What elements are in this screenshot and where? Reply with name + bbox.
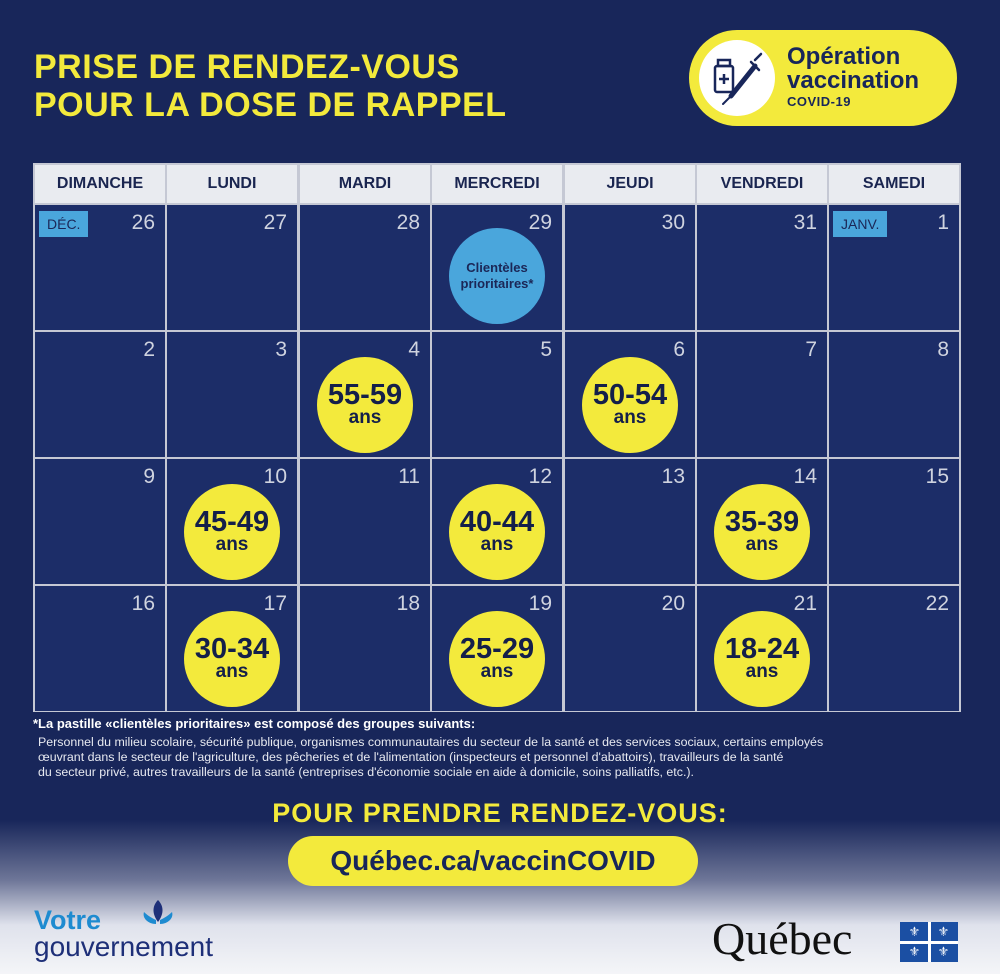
calendar-day-cell: [167, 205, 297, 330]
age-unit: ans: [745, 661, 779, 682]
badge-line-1: Opération: [787, 43, 901, 70]
age-group-badge: [317, 357, 413, 453]
day-header-wed: MERCREDI: [432, 165, 562, 203]
day-number: 6: [673, 338, 685, 361]
day-number: 22: [925, 592, 949, 615]
age-group-badge: [184, 611, 280, 707]
calendar-day-cell: [300, 332, 430, 457]
calendar-day-cell: [432, 332, 562, 457]
day-number: 2: [143, 338, 155, 361]
day-number: 10: [263, 465, 287, 488]
age-unit: ans: [745, 534, 779, 555]
day-header-fri: VENDREDI: [697, 165, 827, 203]
vaccination-badge: [689, 30, 957, 126]
calendar-day-cell: [565, 586, 695, 711]
day-header-sat: SAMEDI: [829, 165, 959, 203]
day-header-sun: DIMANCHE: [35, 165, 165, 203]
title-line-1: PRISE DE RENDEZ-VOUS: [34, 48, 460, 86]
day-number: 19: [528, 592, 552, 615]
calendar-day-cell: [167, 332, 297, 457]
fleur-de-lis-icon: [138, 898, 178, 932]
calendar-grid: [33, 163, 961, 712]
age-range: 55-59: [327, 379, 403, 411]
age-unit: ans: [480, 661, 514, 682]
page-title: [34, 48, 507, 124]
day-number: 28: [396, 211, 420, 234]
age-unit: ans: [480, 534, 514, 555]
day-number: 1: [937, 211, 949, 234]
calendar-day-cell: [167, 459, 297, 584]
day-number: 15: [925, 465, 949, 488]
day-header-tue: MARDI: [300, 165, 430, 203]
age-unit: ans: [215, 661, 249, 682]
day-number: 9: [143, 465, 155, 488]
day-number: 11: [398, 465, 420, 488]
note-body: [38, 735, 968, 780]
day-number: 21: [793, 592, 817, 615]
day-number: 16: [131, 592, 155, 615]
day-number: 8: [937, 338, 949, 361]
calendar-day-cell: [697, 459, 827, 584]
badge-line-3: COVID-19: [787, 94, 851, 109]
note-line-1: Personnel du milieu scolaire, sécurité publique, organismes communautaires du secteur de la santé et des services sociaux, certains employés: [38, 735, 824, 749]
calendar-day-cell: [35, 332, 165, 457]
calendar-day-cell: [565, 205, 695, 330]
note-line-3: du secteur privé, autres travailleurs de la santé (entreprises d'économie sociale en aide à domicile, soins palliatifs, etc.).: [38, 765, 694, 779]
age-unit: ans: [215, 534, 249, 555]
day-number: 26: [131, 211, 155, 234]
day-number: 30: [661, 211, 685, 234]
day-number: 12: [528, 465, 552, 488]
calendar-day-cell: [565, 459, 695, 584]
cta-heading: POUR PRENDRE RENDEZ-VOUS:: [272, 798, 728, 828]
day-header-mon: LUNDI: [167, 165, 297, 203]
day-number: 5: [540, 338, 552, 361]
calendar-day-cell: [300, 586, 430, 711]
calendar-day-cell: [432, 586, 562, 711]
day-number: 27: [263, 211, 287, 234]
age-unit: ans: [348, 407, 382, 428]
calendar-day-cell: [697, 205, 827, 330]
vaccine-syringe-icon: [699, 40, 775, 116]
calendar-day-cell: [35, 205, 165, 330]
priority-label: Clientèles prioritaires*: [460, 260, 534, 292]
votre-gouvernement-line-2: gouvernement: [34, 931, 214, 962]
age-range: 50-54: [592, 379, 668, 411]
day-number: 20: [661, 592, 685, 615]
day-number: 29: [528, 211, 552, 234]
month-tag: JANV.: [833, 211, 887, 237]
calendar-day-cell: [829, 586, 959, 711]
day-number: 31: [793, 211, 817, 234]
priority-clients-badge: [449, 228, 545, 324]
day-number: 4: [408, 338, 420, 361]
age-group-badge: [184, 484, 280, 580]
note-line-2: œuvrant dans le secteur de l'agriculture, des pêcheries et de l'alimentation (inspecteurs et personnel d'abattoirs), travailleurs de la santé: [38, 750, 784, 764]
age-group-badge: [449, 611, 545, 707]
age-range: 45-49: [194, 506, 270, 538]
age-range: 40-44: [459, 506, 535, 538]
calendar-day-cell: [697, 332, 827, 457]
day-number: 18: [396, 592, 420, 615]
day-number: 13: [661, 465, 685, 488]
age-range: 18-24: [724, 633, 800, 665]
day-number: 7: [805, 338, 817, 361]
day-number: 3: [275, 338, 287, 361]
month-tag: DÉC.: [39, 211, 88, 237]
title-line-2: POUR LA DOSE DE RAPPEL: [34, 86, 507, 124]
age-group-badge: [582, 357, 678, 453]
vaccin-url-link[interactable]: Québec.ca/vaccinCOVID: [288, 836, 698, 886]
calendar-day-cell: [300, 459, 430, 584]
calendar-day-cell: [829, 459, 959, 584]
age-unit: ans: [613, 407, 647, 428]
calendar-day-cell: [167, 586, 297, 711]
calendar-day-cell: [35, 586, 165, 711]
age-group-badge: [714, 611, 810, 707]
quebec-wordmark: Québec: [712, 913, 853, 964]
age-range: 25-29: [459, 633, 535, 665]
age-range: 30-34: [194, 633, 270, 665]
calendar-day-cell: [432, 459, 562, 584]
day-header-thu: JEUDI: [565, 165, 695, 203]
calendar-day-cell: [829, 205, 959, 330]
age-range: 35-39: [724, 506, 800, 538]
day-number: 17: [263, 592, 287, 615]
badge-line-2: vaccination: [787, 67, 920, 94]
quebec-flag-icon: ⚜ ⚜ ⚜ ⚜: [900, 922, 958, 962]
calendar-day-cell: [829, 332, 959, 457]
calendar-day-cell: [432, 205, 562, 330]
note-title: *La pastille «clientèles prioritaires» est composé des groupes suivants:: [33, 716, 476, 731]
calendar-day-cell: [565, 332, 695, 457]
calendar-day-cell: [697, 586, 827, 711]
age-group-badge: [449, 484, 545, 580]
age-group-badge: [714, 484, 810, 580]
calendar-day-cell: [300, 205, 430, 330]
day-number: 14: [793, 465, 817, 488]
votre-gouvernement-line-1: Votre: [34, 905, 102, 935]
calendar-day-cell: [35, 459, 165, 584]
